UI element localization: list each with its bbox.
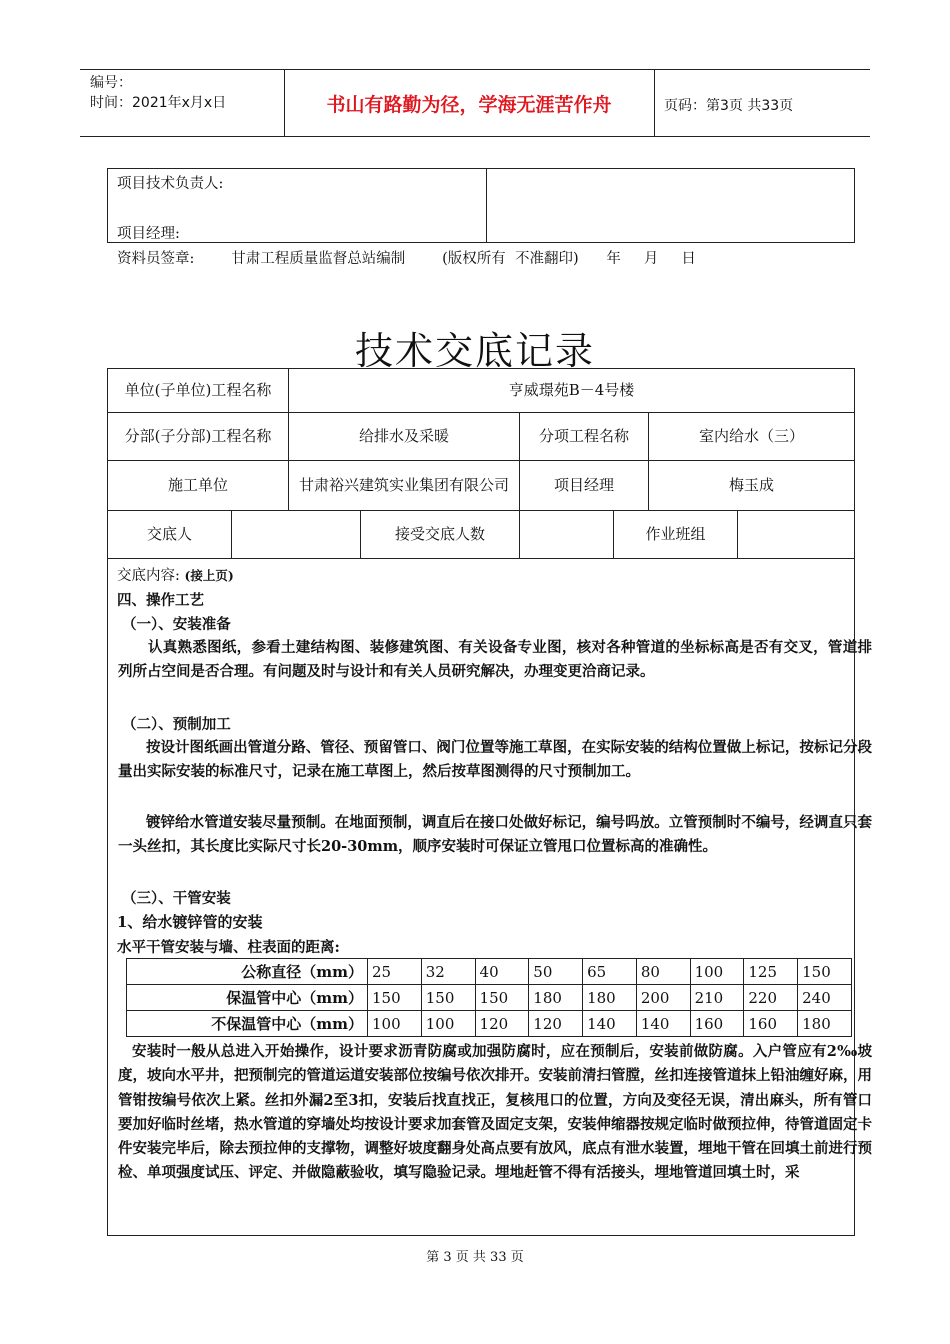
table-row — [127, 959, 852, 985]
pipe-spacing-table — [126, 958, 852, 1037]
table-cell: 210 — [690, 985, 744, 1011]
table-cell: 240 — [798, 985, 852, 1011]
table-cell: 220 — [744, 985, 798, 1011]
discloser-label: 交底人 — [107, 510, 232, 559]
row-label: 不保温管中心（mm） — [127, 1011, 368, 1037]
project-manager-label: 项目经理 — [519, 460, 649, 511]
subsection-prefabrication: （二）、预制加工 — [122, 716, 231, 733]
discloser-value — [231, 510, 361, 559]
table-cell: 100 — [421, 1011, 475, 1037]
table-cell: 180 — [798, 1011, 852, 1037]
receivers-count-label: 接受交底人数 — [360, 510, 520, 559]
table-cell: 150 — [368, 985, 422, 1011]
table-cell: 100 — [690, 959, 744, 985]
section-operation-process: 四、操作工艺 — [117, 592, 204, 609]
item-name-label: 分项工程名称 — [519, 412, 649, 461]
unit-name-label: 单位(子单位)工程名称 — [107, 368, 289, 413]
subsection-main-pipe: （三）、干管安装 — [122, 890, 231, 907]
table-cell: 32 — [421, 959, 475, 985]
document-date: 时间：2021年x月x日 — [90, 95, 227, 111]
paragraph-prefabrication-1: 按设计图纸画出管道分路、管径、预留管口、阀门位置等施工草图，在实际安装的结构位置做上标记，按标记分段量出实际安装的标准尺寸，记录在施工草图上，然后按草图测得的尺寸预制加工。 — [118, 739, 872, 781]
table-cell: 150 — [798, 959, 852, 985]
contractor-label: 施工单位 — [107, 460, 289, 511]
item-name-value: 室内给水（三） — [648, 412, 855, 461]
table-cell: 140 — [583, 1011, 637, 1037]
header-bottom-rule — [80, 136, 870, 137]
header-page-info: 页码：第3页 共33页 — [664, 98, 794, 114]
continued-note: (接上页) — [184, 568, 234, 583]
header-divider-right — [654, 69, 655, 136]
table-cell: 180 — [529, 985, 583, 1011]
page-title: 技术交底记录 — [354, 329, 595, 373]
contractor-value: 甘肃裕兴建筑实业集团有限公司 — [288, 460, 520, 511]
table-cell: 160 — [744, 1011, 798, 1037]
project-manager-value: 梅玉成 — [648, 460, 855, 511]
content-lead-label: 交底内容: — [117, 568, 180, 584]
work-team-value — [737, 510, 855, 559]
receivers-count-value — [519, 510, 614, 559]
table-cell: 25 — [368, 959, 422, 985]
paragraph-preparation: 认真熟悉图纸，参看土建结构图、装修建筑图、有关设备专业图，核对各种管道的坐标标高是否有交叉，管道排列所占空间是否合理。有问题及时与设计和有关人员研究解决，办理变更洽商记录。 — [118, 639, 872, 681]
division-name-label: 分部(子分部)工程名称 — [107, 412, 289, 461]
table-cell: 150 — [421, 985, 475, 1011]
tech-lead-label: 项目技术负责人: — [117, 176, 224, 192]
manager-label: 项目经理: — [117, 226, 180, 242]
header-top-rule — [80, 69, 870, 70]
paragraph-prefabrication-2: 镀锌给水管道安装尽量预制。在地面预制，调直后在接口处做好标记，编号吗放。立管预制时不编号，经调直只套一头丝扣，其长度比实际尺寸长20-30mm，顺序安装时可保证立管甩口位置标高的准确性。 — [118, 814, 872, 856]
table-row — [127, 1011, 852, 1037]
table-cell: 200 — [636, 985, 690, 1011]
table-row — [127, 985, 852, 1011]
item-galvanized-pipe: 1、给水镀锌管的安装 — [117, 913, 263, 931]
spacing-table-caption: 水平干管安装与墙、柱表面的距离: — [117, 939, 340, 956]
subsection-preparation: （一）、安装准备 — [122, 616, 231, 633]
table-cell: 120 — [529, 1011, 583, 1037]
table-cell: 160 — [690, 1011, 744, 1037]
content-lead — [117, 564, 234, 585]
header-motto: 书山有路勤为径，学海无涯苦作舟 — [326, 94, 612, 116]
work-team-label: 作业班组 — [613, 510, 738, 559]
table-cell: 50 — [529, 959, 583, 985]
table-cell: 125 — [744, 959, 798, 985]
table-cell: 65 — [583, 959, 637, 985]
table-cell: 140 — [636, 1011, 690, 1037]
table-cell: 80 — [636, 959, 690, 985]
table-cell: 120 — [475, 1011, 529, 1037]
clerk-signature-line: 资料员签章: 甘肃工程质量监督总站编制 (版权所有 不准翻印) 年 月 日 — [117, 251, 696, 267]
paragraph-installation: 安装时一般从总进入开始操作，设计要求沥青防腐或加强防腐时，应在预制后，安装前做防腐。入户管应有2‰坡度，坡向水平井，把预制完的管道运道安装部位按编号依次排开。安装前清扫管膛，丝扣连接管道抹上铅油缠好麻，用管钳按编号依次上紧。丝扣外漏2至3扣，安装后找直找正，复核甩口的位置，方向及变径无误，清出麻头，所有管口要加好临时丝堵，热水管道的穿墙处均按设计要求加套管及固定支架，安装伸缩器按规定临时做预拉伸，待管道固定卡件安装完毕后，除去预拉伸的支撑物，调整好坡度翻身处高点要有放风，底点有泄水装置，埋地干管在回填土前进行预检、单项强度试压、评定、并做隐蔽验收，填写隐验记录。埋地赶管不得有活接头，埋地管道回填土时，采 — [118, 1043, 872, 1182]
table-cell: 150 — [475, 985, 529, 1011]
page-footer: 第 3 页 共 33 页 — [426, 1250, 524, 1265]
signature-box-divider — [486, 168, 487, 243]
unit-name-value: 亨威璟苑B－4号楼 — [288, 368, 855, 413]
table-cell: 100 — [368, 1011, 422, 1037]
division-name-value: 给排水及采暖 — [288, 412, 520, 461]
document-number-label: 编号： — [90, 75, 132, 91]
table-cell: 40 — [475, 959, 529, 985]
row-label: 公称直径（mm） — [127, 959, 368, 985]
row-label: 保温管中心（mm） — [127, 985, 368, 1011]
table-cell: 180 — [583, 985, 637, 1011]
